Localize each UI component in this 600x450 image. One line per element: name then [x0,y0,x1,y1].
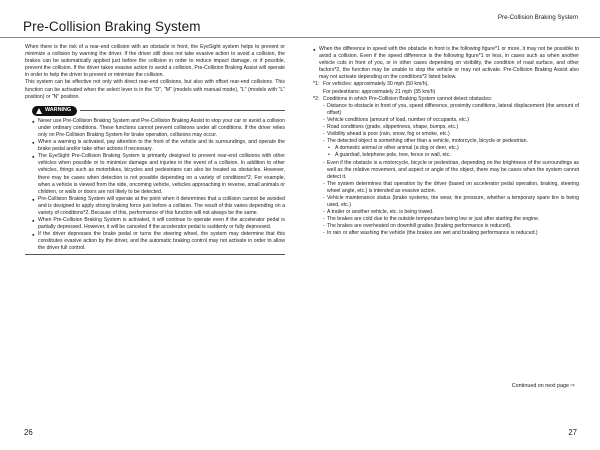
condition-item: - Visibility ahead is poor (rain, snow, fog or smoke, etc.) [313,131,579,138]
warning-header [32,106,285,116]
warning-item: ● If the driver depresses the brake pedal or turns the steering wheel, the system may determine that this constitutes evasive action by the driver, and the automatic braking control may not activate in order to allow the driver full control. [32,231,285,252]
intro-paragraph: This system can be effective not only with direct rear-end collisions, but also with offset rear-end collisions. This function can be activated when the select lever is in the "D", "M" (models with manual mode), "L" (models with "L" position) or "N" position. [25,79,285,100]
footnote-1-line: For vehicles: approximately 30 mph (50 km/h), [323,81,429,88]
page-number-left: 26 [24,428,33,437]
warning-badge [32,106,77,116]
condition-subitem: • A guardrail, telephone pole, tree, fence or wall, etc. [313,152,579,159]
warning-divider [80,110,285,111]
condition-item: - The system determines that operation by the driver (based on accelerator pedal operation, braking, steering wheel angle, etc.) is intended as evasive action. [313,181,579,195]
condition-item: - Even if the obstacle is a motorcycle, bicycle or pedestrian, depending on the brightness of the surroundings as well as the relative movement, and aspect or angle of the object, there may be cases when the system cannot detect it. [313,160,579,181]
warning-item: ● Never use Pre-Collision Braking System and Pre-Collision Braking Assist to stop your car or avoid a collision under ordinary conditions. These functions cannot prevent collisions under all conditions. If the driver relies only on Pre-Collision Braking System for brake operation, collisions may occur. [32,118,285,139]
condition-item: - Vehicle conditions (amount of load, number of occupants, etc.) [313,117,579,124]
footnote-1-line: For pedestrians: approximately 21 mph (35 km/h) [323,88,436,95]
footnote-2 [313,96,579,103]
condition-item: - In rain or after washing the vehicle (the brakes are wet and braking performance is reduced.) [313,230,579,237]
condition-item: - The detected object is something other than a vehicle, motorcycle, bicycle or pedestrian. [313,138,579,145]
warning-item: ● Pre-Collision Braking System will operate at the point when it determines that a collision cannot be avoided and is designed to apply strong braking force just before a collision. The result of this varies depending on a variety of conditions*2. Because of this, performance of this function will not always be the same. [32,196,285,217]
speed-difference-item: ● When the difference in speed with the obstacle in front is the following figure*1 or more, it may not be possible to avoid a collision. Even if the speed difference is the following figure*1 or less, in cases such as when another vehicle cuts in front of you, or in other cases depending on visibility, the condition of road surface, and other factors*2, the function may be unable to stop the vehicle or may not activate. Pre-Collision Braking Assist also may not activate depending on the conditions*2 listed below. [313,46,579,81]
condition-item: - The brakes are overheated on downhill grades (braking performance is reduced). [313,223,579,230]
page-number-right: 27 [568,428,577,437]
warning-item: ● When a warning is activated, pay attention to the front of the vehicle and its surroundings, and operate the brake pedal and/or take other actions if necessary. [32,139,285,153]
page-title: Pre-Collision Braking System [23,19,201,34]
intro-paragraph: When there is the risk of a rear-end collision with an obstacle in front, the EyeSight system helps to prevent or minimize a collision by warning the driver. If the driver still does not take evasive action to avoid a collision, the brakes can be automatically applied just before the collision in order to reduce impact damage, or if possible, prevent the collision. If the driver takes evasive action to avoid a collision, Pre-Collision Braking Assist will operate in order to help the driver to prevent or minimize the collision. [25,44,285,79]
condition-item: - Distance to obstacle in front of you, speed difference, proximity conditions, lateral displacement (the amount of offset) [313,103,579,117]
condition-item: - The brakes are cold due to the outside temperature being low or just after starting the engine. [313,216,579,223]
warning-item: ● The EyeSight Pre-Collision Braking System is primarily designed to prevent rear-end collisions with other vehicles when possible or to minimize damage and injuries in the event of a collision. In addition to other vehicles, things such as motorbikes, bicycles and pedestrians can also be treated as obstacles. However, there may be cases when detection is not possible depending on a variety of conditions*2. For example, when a vehicle is viewed from the side, oncoming vehicle, vehicles approaching in reverse, small animals or children, or walls or doors are not likely to be detected. [32,153,285,196]
condition-item: - Road conditions (grade, slipperiness, shape, bumps, etc.) [313,124,579,131]
running-header: Pre-Collision Braking System [497,14,578,21]
condition-item: - A trailer or another vehicle, etc. is being towed. [313,209,579,216]
warning-triangle-icon [36,108,42,114]
footnote-1 [313,81,579,88]
title-rule [0,37,600,38]
warning-label: WARNING [45,107,72,114]
footnote-2-mark: *2: [313,95,320,102]
continued-note: Continued on next page ⇨ [511,383,575,389]
warning-box [25,106,285,255]
warning-item: ● When Pre-Collision Braking System is activated, it will continue to operate even if the accelerator pedal is partially depressed. However, it will be canceled if the accelerator pedal is suddenly or fully depressed. [32,217,285,231]
right-column [313,46,579,238]
warning-list [32,118,285,253]
footnote-2-title: Conditions in which Pre-Collision Braking System cannot detect obstacles: [323,95,493,102]
footnote-1-mark: *1: [313,81,320,88]
speed-difference-list [313,46,579,81]
condition-subitem: • A domestic animal or other animal (a dog or deer, etc.) [313,145,579,152]
left-column [25,44,285,255]
condition-item: - Vehicle maintenance status (brake systems, tire wear, tire pressure, whether a temporary spare tire is being used, etc.) [313,195,579,209]
